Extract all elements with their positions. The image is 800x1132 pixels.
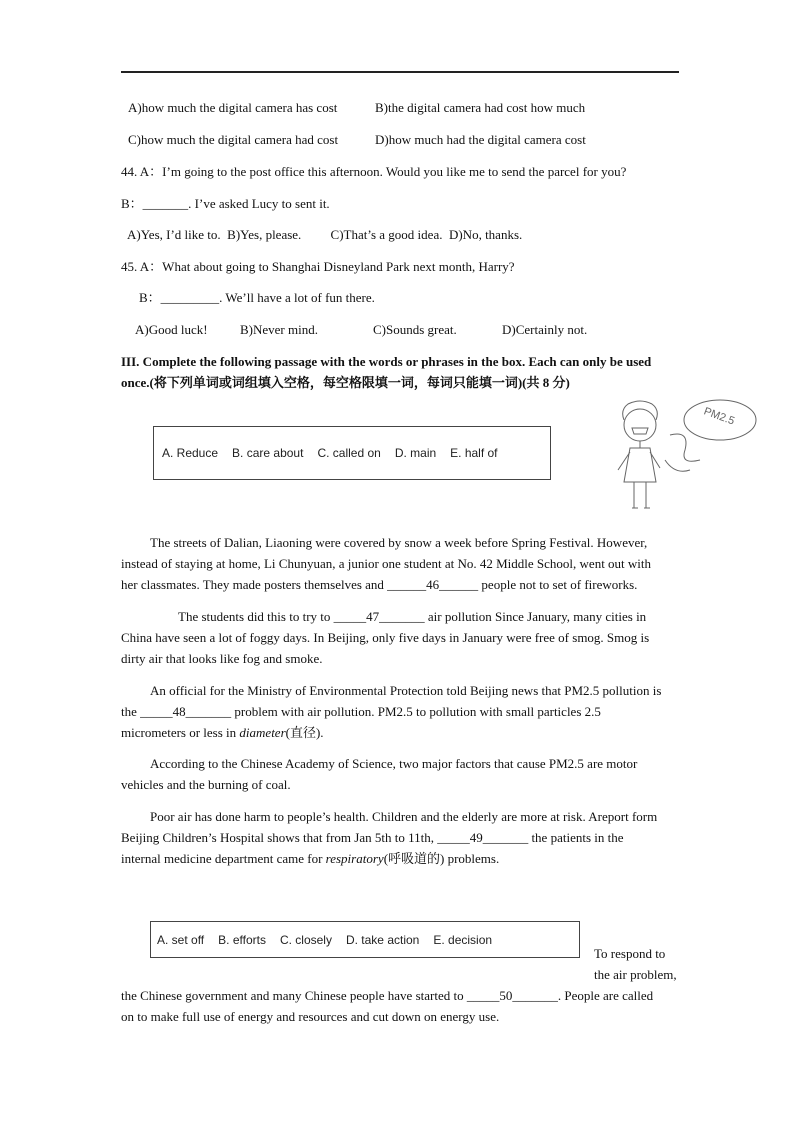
q45-question: 45. A：What about going to Shanghai Disneyland Park next month, Harry? [121, 259, 515, 274]
passage-p4-line2: vehicles and the burning of coal. [121, 777, 291, 792]
word-box-2-item-a: A. set off [157, 932, 205, 947]
word-box-1-item-c: C. called on [317, 446, 381, 460]
word-box-1 [153, 426, 551, 480]
section3-heading-line1: III. Complete the following passage with the words or phrases in the box. Each can only be used [121, 354, 652, 369]
q45-option-c: C)Sounds great. [373, 322, 457, 337]
q44-options: A)Yes, I’d like to. B)Yes, please. C)That’s a good idea. D)No, thanks. [127, 227, 523, 242]
p3-line3-post: (直径). [285, 725, 324, 740]
passage-p2-line2: China have seen a lot of foggy days. In Beijing, only five days in January were free of smog. Smog is [121, 630, 650, 645]
q44-question: 44. A：I’m going to the post office this afternoon. Would you like me to send the parcel for you? [121, 164, 627, 179]
passage-p5-line1: Poor air has done harm to people’s health. Children and the elderly are more at risk. Areport form [150, 809, 658, 824]
q45-option-a: A)Good luck! [135, 322, 208, 337]
q43-option-d: D)how much had the digital camera cost [375, 132, 586, 147]
p5-line3-pre: internal medicine department came for [121, 851, 326, 866]
p3-line3-italic: diameter [239, 725, 286, 740]
word-box-1-item-d: D. main [394, 446, 437, 460]
passage-p5-line3 [121, 851, 499, 867]
word-box-2-item-d: D. take action [345, 932, 420, 947]
passage-p3-line3 [121, 725, 324, 741]
passage-p6-line1: the Chinese government and many Chinese people have started to _____50_______. People are called [121, 988, 654, 1003]
section3-heading-line2: once.(将下列单词或词组填入空格，每空格限填一词，每词只能填一词)(共 8 分) [121, 375, 570, 390]
passage-p6-side1: To respond to [594, 946, 666, 961]
p5-line3-italic: respiratory [325, 851, 384, 866]
passage-p5-line2: Beijing Children’s Hospital shows that from Jan 5th to 11th, _____49_______ the patients in the [121, 830, 624, 845]
word-box-1-item-b: B. care about [232, 446, 304, 460]
passage-p2-line3: dirty air that looks like fog and smoke. [121, 651, 323, 666]
word-box-1-item-a: A. Reduce [162, 446, 219, 460]
passage-p1-line1: The streets of Dalian, Liaoning were covered by snow a week before Spring Festival. However, [150, 535, 648, 550]
passage-p1-line3: her classmates. They made posters themselves and ______46______ people not to set of fireworks. [121, 577, 638, 592]
word-box-2-item-e: E. decision [433, 932, 493, 947]
pm25-label: PM2.5 [702, 405, 737, 428]
q43-option-a: A)how much the digital camera has cost [128, 100, 338, 115]
passage-p3-line1: An official for the Ministry of Environmental Protection told Beijing news that PM2.5 pollution is [150, 683, 662, 698]
p3-line3-pre: micrometers or less in [121, 725, 240, 740]
q44-answer: B：_______. I’ve asked Lucy to sent it. [121, 196, 330, 211]
girl-in-smog-illustration [610, 390, 760, 520]
q45-option-b: B)Never mind. [240, 322, 318, 337]
passage-p1-line2: instead of staying at home, Li Chunyuan, a junior one student at No. 42 Middle School, went out with [121, 556, 652, 571]
passage-p2-line1: The students did this to try to _____47_______ air pollution Since January, many cities in [178, 609, 647, 624]
word-box-2 [150, 921, 580, 958]
word-box-2-item-c: C. closely [279, 932, 332, 947]
passage-p6-side2: the air problem, [594, 967, 677, 982]
p5-line3-post: (呼吸道的) problems. [383, 851, 500, 866]
word-box-2-item-b: B. efforts [218, 932, 266, 947]
header-rule [121, 71, 679, 73]
q45-option-d: D)Certainly not. [502, 322, 588, 337]
q45-answer: B：_________. We’ll have a lot of fun there. [139, 290, 375, 305]
q43-option-c: C)how much the digital camera had cost [128, 132, 339, 147]
passage-p4-line1: According to the Chinese Academy of Science, two major factors that cause PM2.5 are motor [150, 756, 638, 771]
passage-p3-line2: the _____48_______ problem with air pollution. PM2.5 to pollution with small particles 2.5 [121, 704, 601, 719]
word-box-1-item-e: E. half of [450, 446, 498, 460]
q43-option-b: B)the digital camera had cost how much [375, 100, 586, 115]
passage-p6-line2: on to make full use of energy and resources and cut down on energy use. [121, 1009, 500, 1024]
